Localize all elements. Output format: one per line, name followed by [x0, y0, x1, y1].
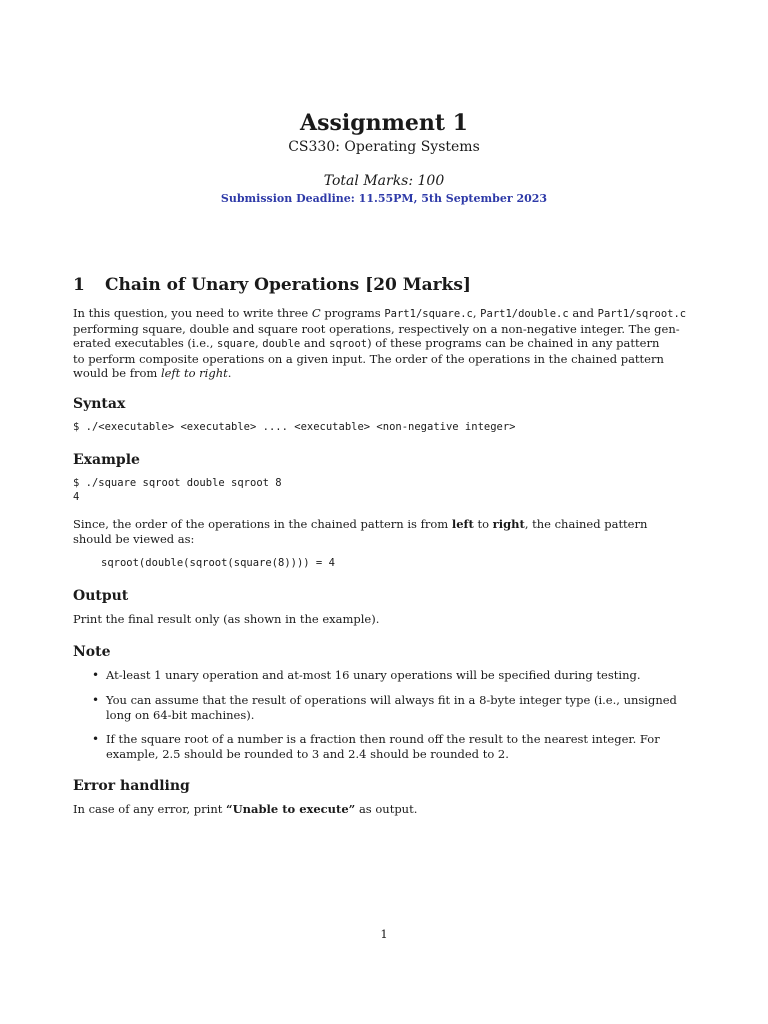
- section-heading: [73, 275, 471, 295]
- page-title: Assignment 1: [300, 110, 468, 136]
- syntax-heading: Syntax: [73, 396, 126, 412]
- error-handling-heading: Error handling: [73, 778, 190, 794]
- note-heading: Note: [73, 644, 111, 660]
- section-title: Chain of Unary Operations [20 Marks]: [105, 275, 471, 295]
- section-number: 1: [73, 275, 85, 295]
- example-output: 4: [73, 491, 80, 503]
- total-marks: Total Marks: 100: [323, 173, 445, 189]
- error-handling-text: In case of any error, print “Unable to execute” as output.: [73, 802, 418, 816]
- example-expression: sqroot(double(sqroot(square(8)))) = 4: [101, 557, 335, 569]
- intro-paragraph: In this question, you need to write three C programs Part1/square.c, Part1/double.c and Part1/sqroot.c performing square, double and square root operations, respectively on a non-negative integer. The gen- erated executables (i.e., square, double and sqroot) of these programs can be chained in any pattern to perform composite operations on a given input. The order of the operations in the chained pattern would be from left to right.: [73, 306, 687, 380]
- note-item-2: You can assume that the result of operations will always fit in a 8-byte integer type (i.e., unsigned long on 64-bit machines).: [106, 693, 677, 722]
- filename-double: Part1/double.c: [480, 308, 569, 320]
- output-heading: Output: [73, 588, 129, 604]
- output-text: Print the final result only (as shown in the example).: [73, 612, 380, 626]
- bullet-1: •: [92, 668, 100, 682]
- page-number: 1: [380, 927, 388, 941]
- filename-square: Part1/square.c: [384, 308, 473, 320]
- filename-sqroot: Part1/sqroot.c: [597, 308, 687, 320]
- example-command: $ ./square sqroot double sqroot 8: [73, 477, 282, 489]
- example-heading: Example: [73, 452, 140, 468]
- note-item-3: If the square root of a number is a fraction then round off the result to the nearest integer. For example, 2.5 should be rounded to 3 and 2.4 should be rounded to 2.: [106, 732, 660, 761]
- note-item-1: At-least 1 unary operation and at-most 16 unary operations will be specified during testing.: [106, 668, 641, 682]
- course-name: CS330: Operating Systems: [288, 139, 480, 155]
- bullet-2: •: [92, 693, 100, 707]
- bullet-3: •: [92, 732, 100, 746]
- submission-deadline: Submission Deadline: 11.55PM, 5th September 2023: [220, 192, 548, 205]
- example-explanation: Since, the order of the operations in the chained pattern is from left to right, the chained pattern should be viewed as:: [73, 517, 648, 546]
- syntax-code: $ ./<executable> <executable> .... <executable> <non-negative integer>: [73, 421, 516, 433]
